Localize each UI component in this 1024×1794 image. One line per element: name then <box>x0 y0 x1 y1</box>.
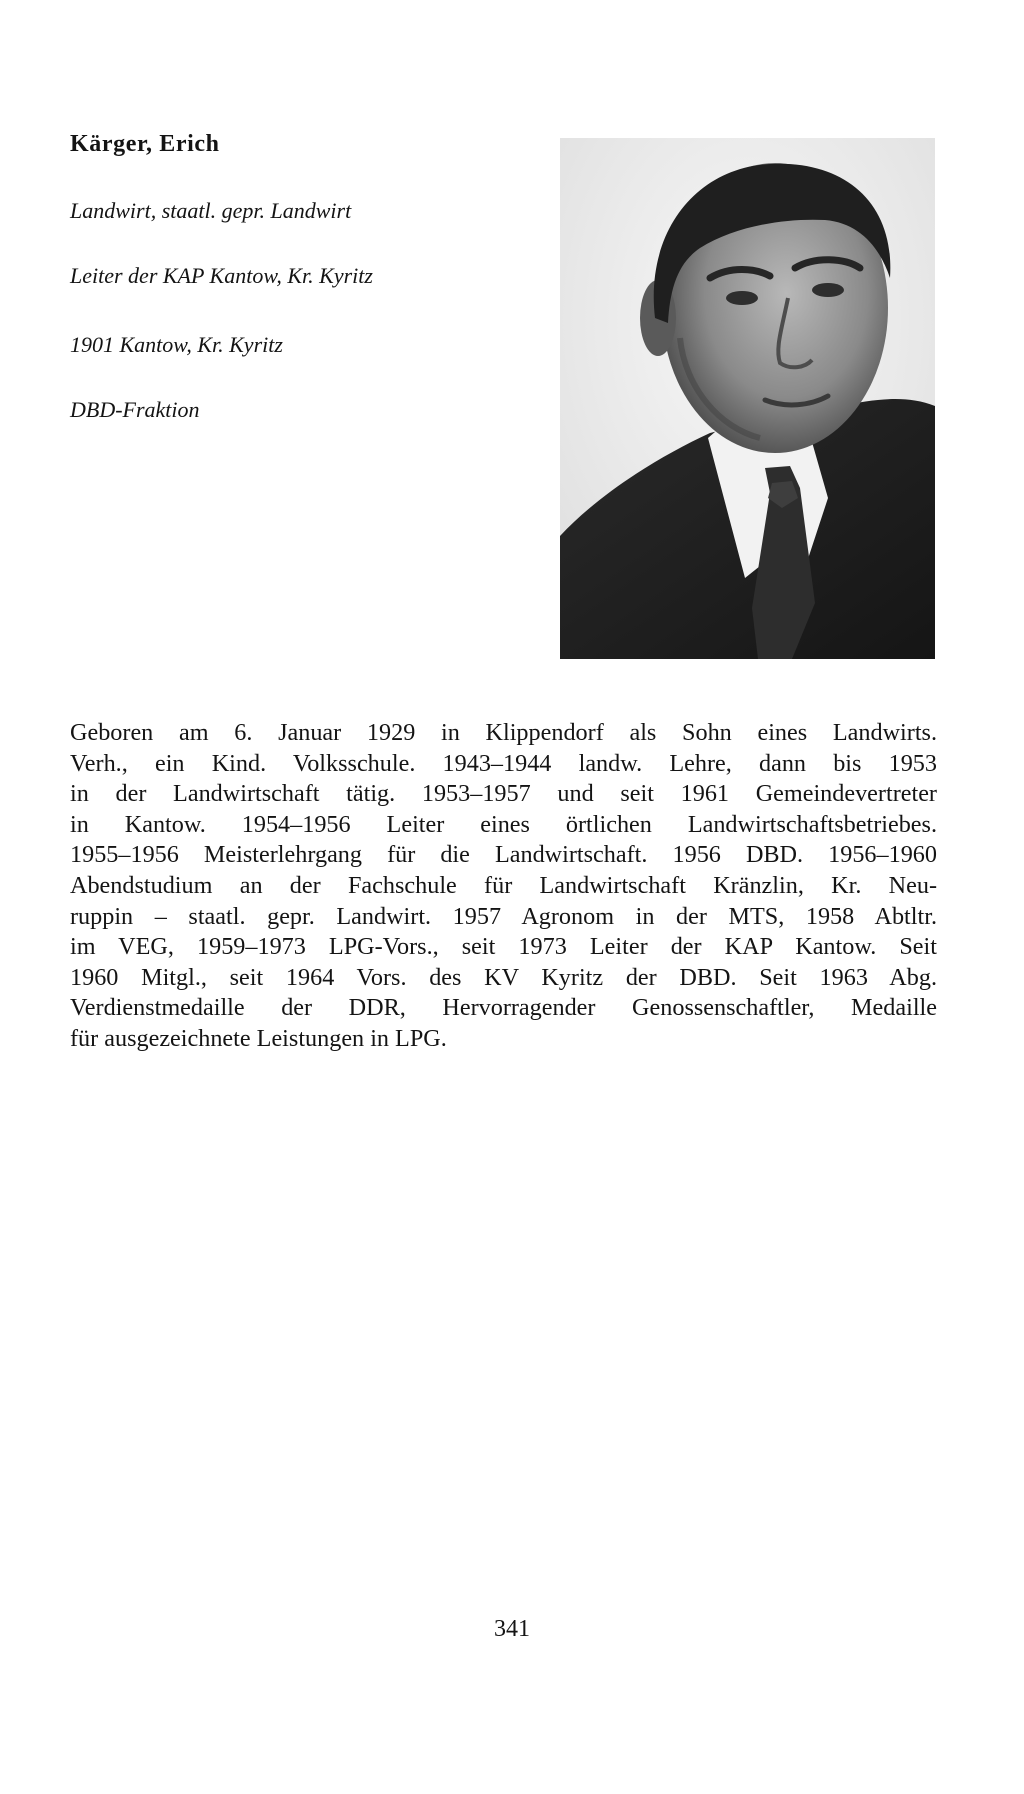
entry-name: Kärger, Erich <box>70 131 220 157</box>
biography-line: Abendstudium an der Fachschule für Landwirtschaft Kränzlin, Kr. Neu- <box>70 871 937 899</box>
biography-line: 1955–1956 Meisterlehrgang für die Landwirtschaft. 1956 DBD. 1956–1960 <box>70 841 937 869</box>
biography-line: Verdienstmedaille der DDR, Hervorragender Genossenschaftler, Medaille <box>70 994 937 1022</box>
page-number: 341 <box>494 1616 530 1642</box>
biography-line: in der Landwirtschaft tätig. 1953–1957 und seit 1961 Gemeindevertreter <box>70 780 937 808</box>
position: Leiter der KAP Kantow, Kr. Kyritz <box>70 263 373 288</box>
biography-line: für ausgezeichnete Leistungen in LPG. <box>70 1024 447 1052</box>
faction: DBD-Fraktion <box>70 397 200 422</box>
biography-line: Geboren am 6. Januar 1929 in Klippendorf als Sohn eines Landwirts. <box>70 719 937 746</box>
biography-line: in Kantow. 1954–1956 Leiter eines örtlichen Landwirtschaftsbetriebes. <box>70 810 937 838</box>
biography-line: 1960 Mitgl., seit 1964 Vors. des KV Kyritz der DBD. Seit 1963 Abg. <box>70 963 937 991</box>
portrait-photo <box>560 138 935 659</box>
biography-text <box>70 718 937 1055</box>
biography-line: Verh., ein Kind. Volksschule. 1943–1944 landw. Lehre, dann bis 1953 <box>70 749 937 777</box>
biography-line: ruppin – staatl. gepr. Landwirt. 1957 Agronom in der MTS, 1958 Abtltr. <box>70 902 937 930</box>
profession: Landwirt, staatl. gepr. Landwirt <box>70 198 352 223</box>
birth-info: 1901 Kantow, Kr. Kyritz <box>70 332 283 357</box>
biography-line: im VEG, 1959–1973 LPG-Vors., seit 1973 Leiter der KAP Kantow. Seit <box>70 933 937 961</box>
